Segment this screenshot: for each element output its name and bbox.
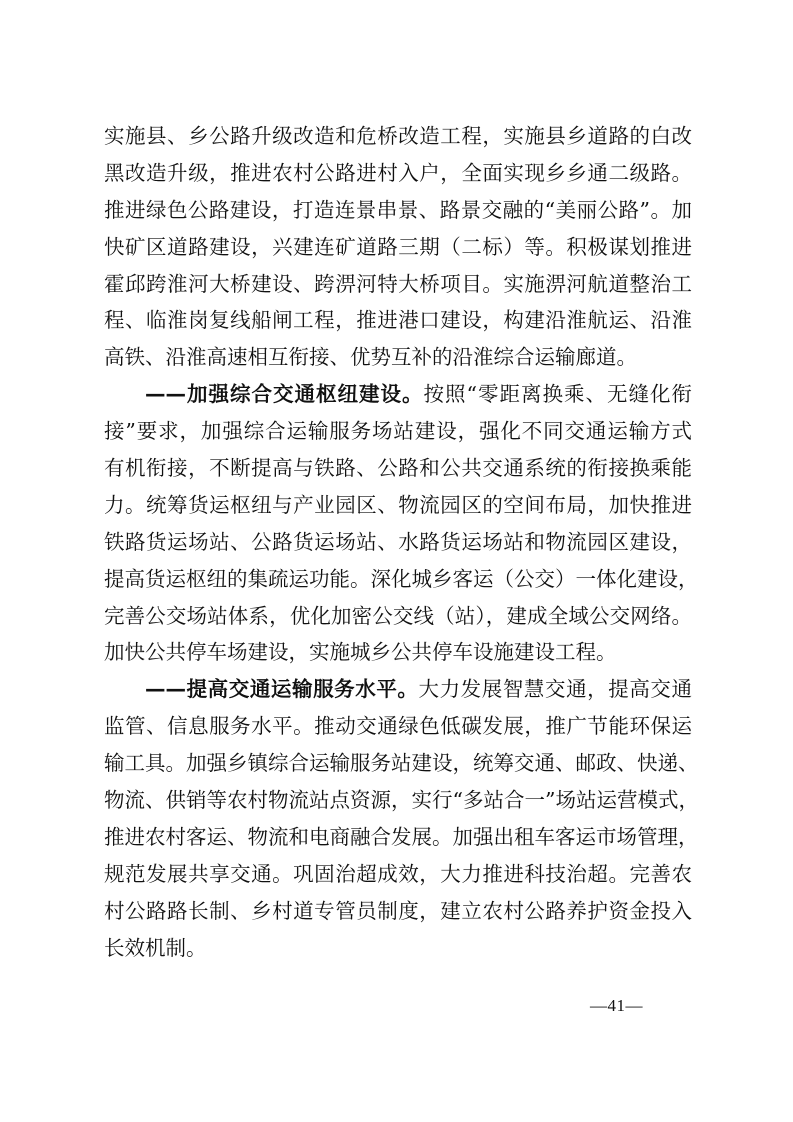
text-line: 输工具。加强乡镇综合运输服务站建设，统筹交通、邮政、快递、 [104,751,699,776]
text-line: 有机衔接，不断提高与铁路、公路和公共交通系统的衔接换乘能 [104,456,692,481]
text-line: 黑改造升级，推进农村公路进村入户，全面实现乡乡通二级路。 [104,160,692,185]
text-line: 实施县、乡公路升级改造和危桥改造工程，实施县乡道路的白改 [104,124,692,148]
text-line: 霍邱跨淮河大桥建设、跨淠河特大桥项目。实施淠河航道整治工 [104,271,692,296]
text-line: 快矿区道路建设，兴建连矿道路三期（二标）等。积极谋划推进 [104,234,692,259]
text-line: 规范发展共享交通。巩固治超成效，大力推进科技治超。完善农 [104,861,692,886]
page-number: —41— [590,996,643,1015]
text-line: 高铁、沿淮高速相互衔接、优势互补的沿淮综合运输廊道。 [104,345,637,370]
text-line: 推进农村客运、物流和电商融合发展。加强出租车客运市场管理， [104,824,699,849]
text-line: 力。统筹货运枢纽与产业园区、物流园区的空间布局，加快推进 [104,492,692,517]
text-line: 监管、信息服务水平。推动交通绿色低碳发展，推广节能环保运 [104,714,692,739]
text-line: 长效机制。 [104,935,207,960]
text-line: 物流、供销等农村物流站点资源，实行“多站合一”场站运营模式， [104,788,699,813]
text-line: 接”要求，加强综合运输服务场站建设，强化不同交通运输方式 [104,419,692,444]
text-line: 加快公共停车场建设，实施城乡公共停车设施建设工程。 [104,640,617,665]
text-run: 按照“零距离换乘、无缝化衔 [423,382,693,407]
section-heading: ——提高交通运输服务水平。 [145,677,419,702]
text-line: 推进绿色公路建设，打造连景串景、路景交融的“美丽公路”。加 [104,197,692,222]
text-line: 村公路路长制、乡村道专管员制度，建立农村公路养护资金投入 [104,898,692,923]
text-line: 铁路货运场站、公路货运场站、水路货运场站和物流园区建设， [104,529,692,554]
text-line: 程、临淮岗复线船闸工程，推进港口建设，构建沿淮航运、沿淮 [104,308,692,333]
text-line: 提高货运枢纽的集疏运功能。深化城乡客运（公交）一体化建设， [104,566,699,591]
body-text [104,118,699,966]
text-run: 大力发展智慧交通，提高交通 [418,677,692,702]
paragraph-first-line [104,671,692,708]
paragraph-first-line [104,376,692,413]
text-line: 完善公交场站体系，优化加密公交线（站），建成全域公交网络。 [104,603,692,628]
section-heading: ——加强综合交通枢纽建设。 [145,382,424,407]
